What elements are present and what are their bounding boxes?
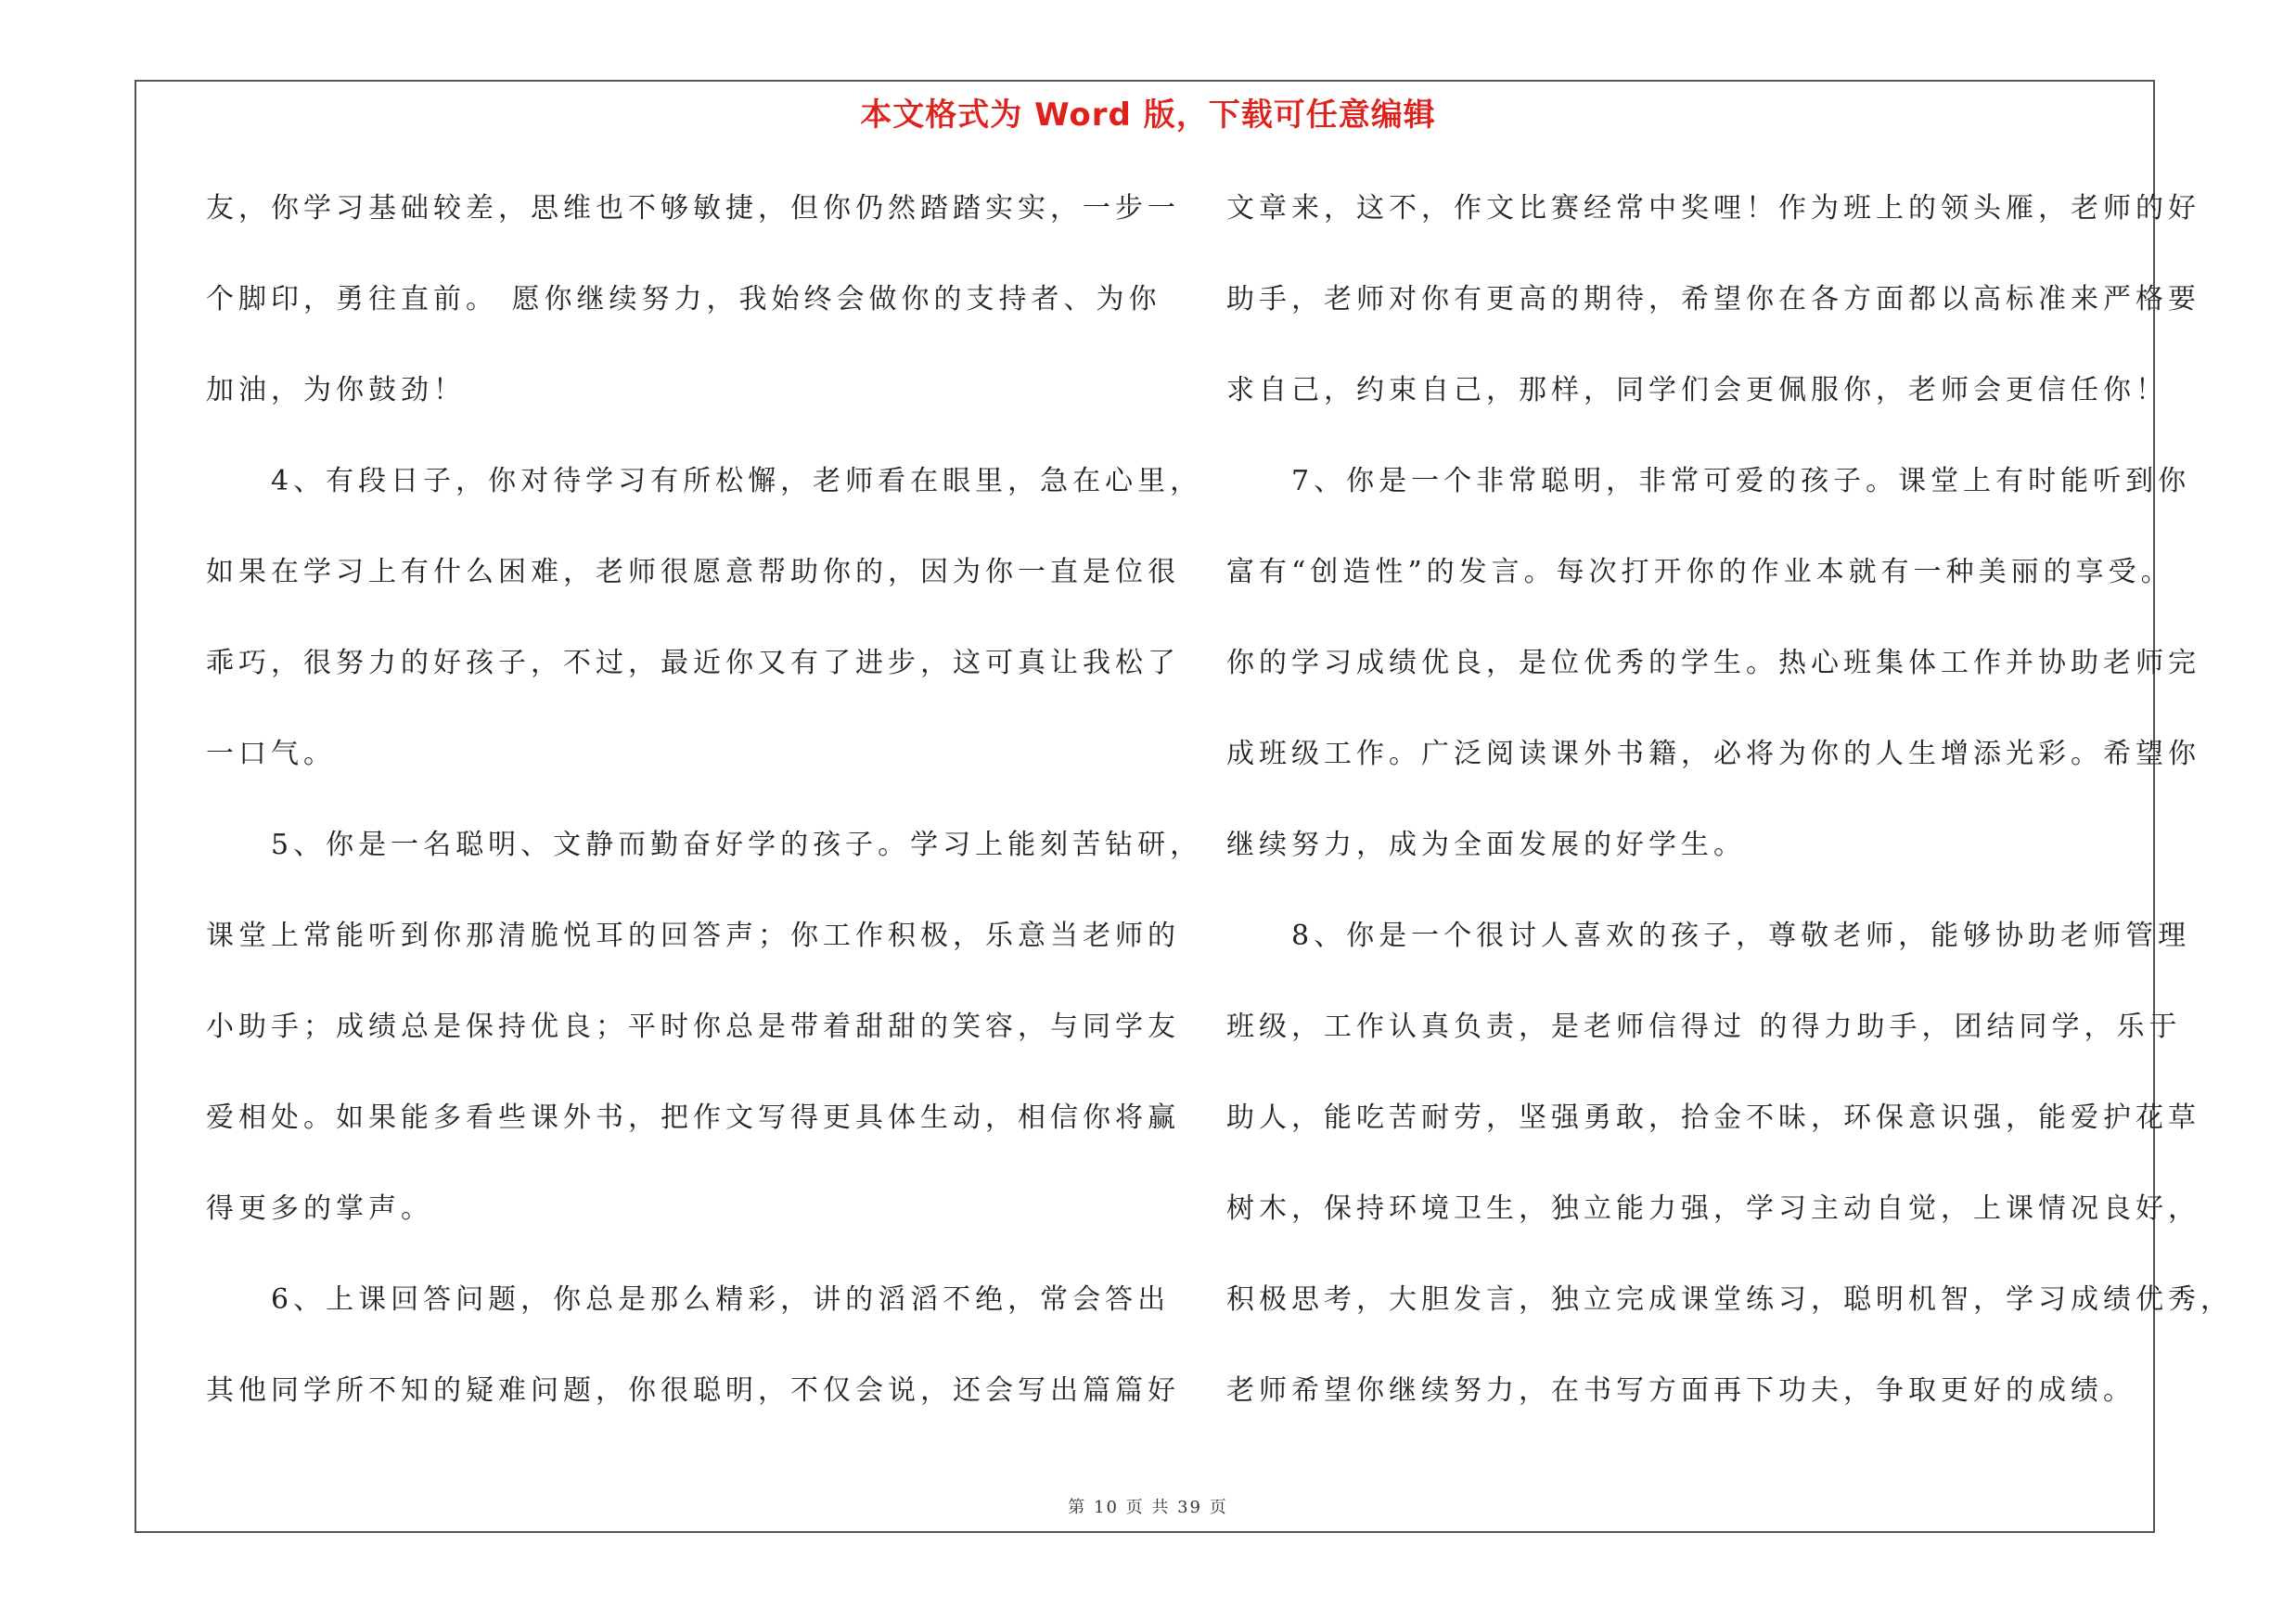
text-line: 如果在学习上有什么困难，老师很愿意帮助你的，因为你一直是位很 [206,556,1180,588]
text-line: 8、你是一个很讨人喜欢的孩子，尊敬老师，能够协助老师管理 [1226,920,2191,952]
text-line: 继续努力，成为全面发展的好学生。 [1226,829,1746,861]
text-line: 富有“创造性”的发言。每次打开你的作业本就有一种美丽的享受。 [1226,556,2174,588]
text-line: 你的学习成绩优良，是位优秀的学生。热心班集体工作并协助老师完 [1226,647,2200,679]
text-line: 小助手；成绩总是保持优良；平时你总是带着甜甜的笑容，与同学友 [206,1011,1180,1043]
text-line: 爱相处。如果能多看些课外书，把作文写得更具体生动，相信你将赢 [206,1101,1180,1134]
text-line: 个脚印，勇往直前。 愿你继续努力，我始终会做你的支持者、为你 [206,283,1161,316]
text-line: 老师希望你继续努力，在书写方面再下功夫，争取更好的成绩。 [1226,1374,2136,1407]
text-line: 文章来，这不，作文比赛经常中奖哩！作为班上的领头雁，老师的好 [1226,192,2200,225]
format-banner: 本文格式为 Word 版，下载可任意编辑 [860,97,1436,134]
right-column [1226,181,2233,1454]
text-line: 成班级工作。广泛阅读课外书籍，必将为你的人生增添光彩。希望你 [1226,738,2200,770]
text-line: 友，你学习基础较差，思维也不够敏捷，但你仍然踏踏实实，一步一 [206,192,1180,225]
text-line: 积极思考，大胆发言，独立完成课堂练习，聪明机智，学习成绩优秀， [1226,1283,2233,1316]
text-line: 助手，老师对你有更高的期待，希望你在各方面都以高标准来严格要 [1226,283,2200,316]
text-line: 6、上课回答问题，你总是那么精彩，讲的滔滔不绝，常会答出 [206,1283,1171,1316]
text-line: 5、你是一名聪明、文静而勤奋好学的孩子。学习上能刻苦钻研， [206,829,1203,861]
text-line: 课堂上常能听到你那清脆悦耳的回答声；你工作积极，乐意当老师的 [206,920,1180,952]
text-line: 树木，保持环境卫生，独立能力强，学习主动自觉，上课情况良好， [1226,1192,2200,1225]
text-line: 7、你是一个非常聪明，非常可爱的孩子。课堂上有时能听到你 [1226,465,2191,497]
text-line: 求自己，约束自己，那样，同学们会更佩服你，老师会更信任你！ [1226,374,2168,406]
left-column [206,181,1203,1454]
text-line: 乖巧，很努力的好孩子，不过，最近你又有了进步，这可真让我松了 [206,647,1180,679]
text-line: 得更多的掌声。 [206,1192,433,1225]
text-line: 加油，为你鼓劲！ [206,374,466,406]
text-line: 4、有段日子，你对待学习有所松懈，老师看在眼里，急在心里， [206,465,1203,497]
text-line: 其他同学所不知的疑难问题，你很聪明，不仅会说，还会写出篇篇好 [206,1374,1180,1407]
text-line: 助人，能吃苦耐劳，坚强勇敢，拾金不昧，环保意识强，能爱护花草 [1226,1101,2200,1134]
text-line: 班级，工作认真负责，是老师信得过 的得力助手，团结同学，乐于 [1226,1011,2182,1043]
text-line: 一口气。 [206,738,336,770]
page-number: 第 10 页 共 39 页 [1068,1498,1228,1517]
